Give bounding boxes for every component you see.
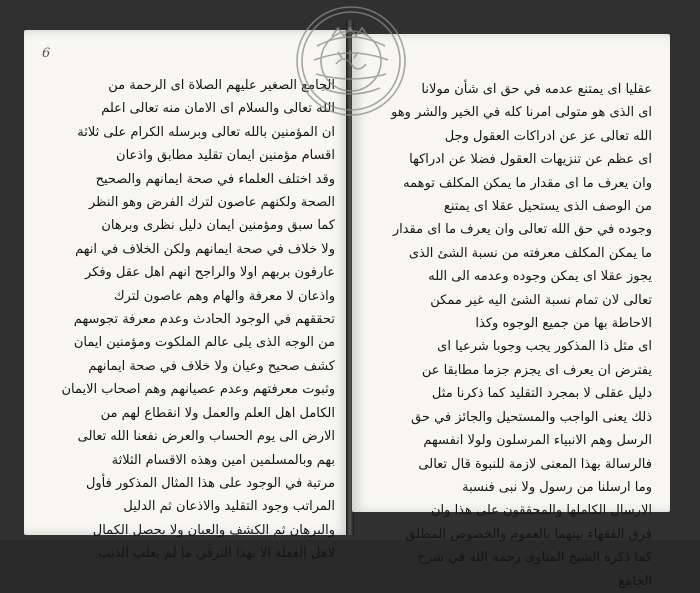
text-line: الصحة ولكنهم عاصون لترك الفرض وهو النظر <box>89 195 335 211</box>
text-line: عارفون بربهم اولا والراجح انهم اهل عقل وفكر <box>84 265 335 281</box>
text-line: الاحاطة بها من جميع الوجوه وكذا <box>475 316 652 332</box>
text-line: من الوصف الذى يستحيل عقلا اى يمتنع <box>443 199 652 215</box>
text-line: اى الذى هو متولى امرنا كله في الخير والشر وهو <box>391 105 652 121</box>
text-line: لاهل الغفلة الا بهذا الترقي ما لم يغلب الذنب <box>98 546 335 562</box>
left-page <box>24 30 349 562</box>
text-line: المراتب وجود التقليد والاذعان ثم الدليل <box>123 499 335 515</box>
text-line: تحققهم في الوجود الحادث وعدم معرفة تجوسهم <box>73 312 335 328</box>
right-page <box>352 34 670 589</box>
text-line: بهم وبالمسلمين امين وهذه الاقسام الثلاثة <box>111 452 335 468</box>
text-line: كما ذكره الشيخ المناوى رحمه الله في شرح <box>417 550 652 566</box>
text-line: من الوجه الذى يلى عالم الملكوت ومؤمنين ايمان <box>73 335 335 351</box>
left-page-text <box>40 74 335 566</box>
text-line: وان يعرف ما اى مقدار ما يمكن المكلف توهمه <box>403 175 652 191</box>
text-line: دليل عقلى لا بمجرد التقليد كما ذكرنا مثل <box>431 386 652 402</box>
text-line: الارسال الكاملها والمحققون على هذا وان <box>431 503 652 519</box>
text-line: اقسام مؤمنين ايمان تقليد مطابق واذعان <box>116 148 335 164</box>
right-page-text <box>362 78 652 593</box>
text-line: وثبوت معرفتهم وعدم عصيانهم وهم اصحاب الايمان <box>61 382 335 398</box>
text-line: واذعان لا معرفة والهام وهم عاصون لترك <box>113 288 335 304</box>
text-line: كشف صحيح وعيان ولا خلاف في صحة ايمانهم <box>88 358 335 374</box>
text-line: الجامع <box>618 573 652 589</box>
text-line: الكامل اهل العلم والعمل ولا انقطاع لهم من <box>100 405 335 421</box>
text-line: والبرهان ثم الكشف والعيان ولا يحصل الكمال <box>92 522 335 538</box>
text-line: ما يمكن المكلف معرفته من نسبة الشئ الذى <box>408 245 652 261</box>
text-line: تعالى لان تمام نسبة الشئ اليه غير ممكن <box>430 292 652 308</box>
text-line: الله تعالى والسلام اى الامان منه تعالى اعلم <box>101 101 335 117</box>
text-line: وما ارسلنا من رسول ولا نبى فنسبة <box>462 479 652 495</box>
text-line: فالرسالة بهذا المعنى لازمة للنبوة قال تعالى <box>418 456 652 472</box>
text-line: اى مثل ذا المذكور يجب وجوبا شرعيا اى <box>437 339 652 355</box>
text-line: الجامع الصغير عليهم الصلاة اى الرحمة من <box>108 78 335 93</box>
text-line: وجوده في حق الله تعالى وان يعرف ما اى مقدار <box>392 222 652 238</box>
text-line: فرق الفقهاء بينهما بالعموم والخصوص المطلق <box>405 526 652 542</box>
text-line: الرسل وهم الانبياء المرسلون ولولا انفسهم <box>423 433 652 449</box>
text-line: ان المؤمنين بالله تعالى وبرسله الكرام على ثلاثة <box>77 124 335 140</box>
text-line: يفترض ان يعرف اى يجزم جزما مطابقا عن <box>421 362 652 378</box>
text-line: عقليا اى يمتنع عدمه في حق اى شأن مولانا <box>421 82 652 97</box>
folio-number: 6 <box>42 46 51 61</box>
text-line: ولا خلاف في صحة ايمانهم ولكن الخلاف في انهم <box>75 241 335 257</box>
text-line: ذلك يعنى الواجب والمستحيل والجائز في حق <box>411 409 652 425</box>
text-line: يجوز عقلا اى يمكن وجوده وعدمه الى الله <box>428 269 652 285</box>
text-line: مرتبة في الوجود على هذا المثال المذكور فأول <box>85 475 335 491</box>
text-line: الله تعالى عز عن ادراكات العقول وجل <box>444 128 652 144</box>
text-line: اى عظم عن تنزيهات العقول فضلا عن ادراكها <box>409 152 652 168</box>
text-line: كما سبق ومؤمنين ايمان دليل نظرى وبرهان <box>101 218 335 234</box>
text-line: الارض الى يوم الحساب والعرض نفعنا الله تعالى <box>77 429 335 445</box>
text-line: وقد اختلف العلماء في صحة ايمانهم والصحيح <box>95 171 335 187</box>
